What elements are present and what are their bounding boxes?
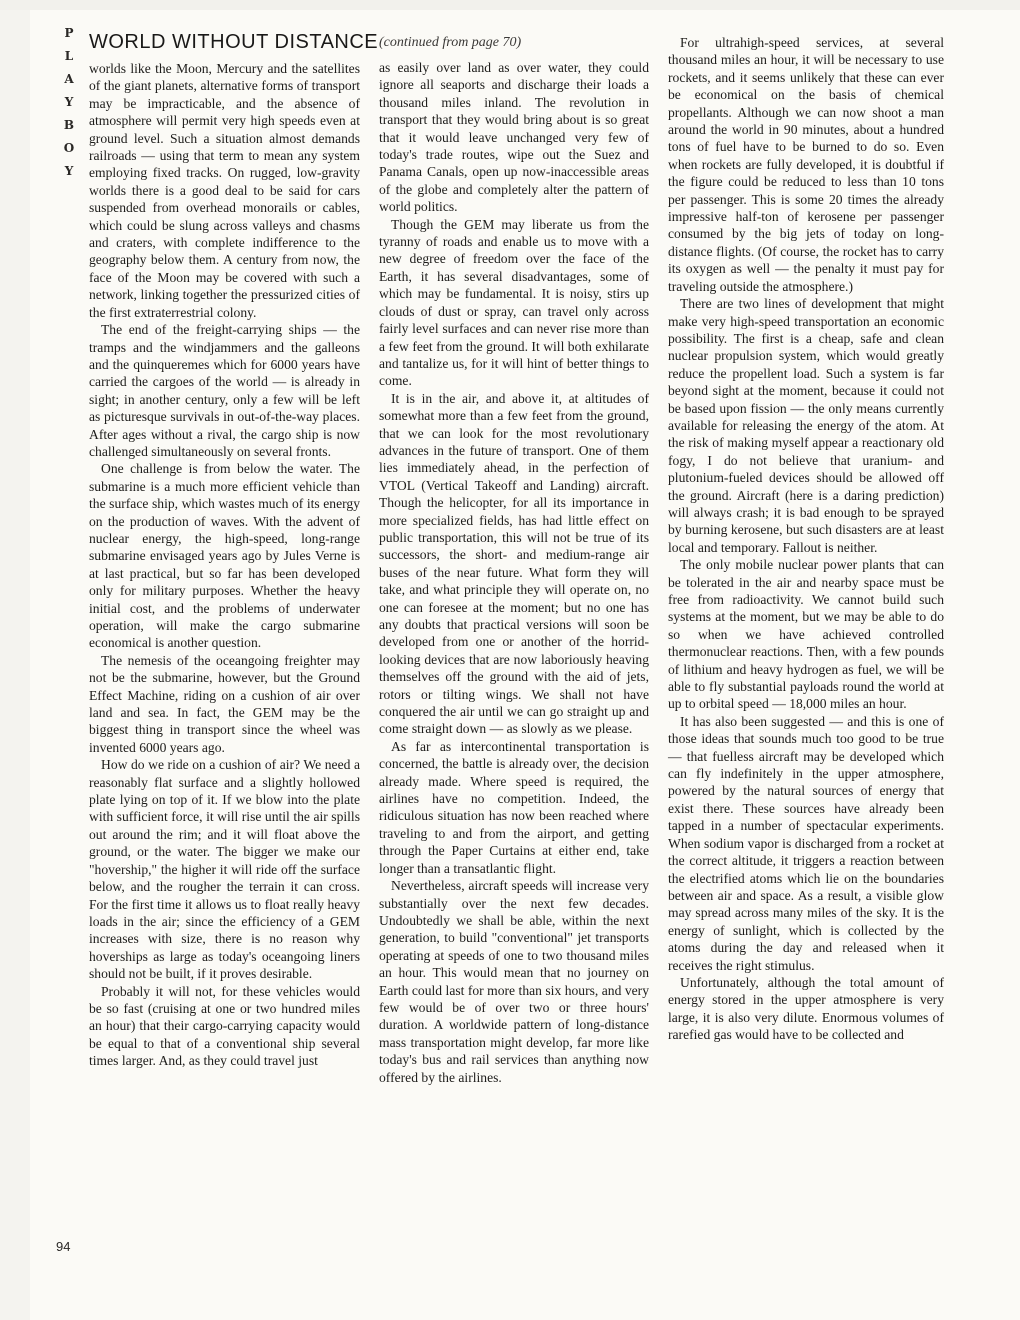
- paragraph: Nevertheless, aircraft speeds will increase very substantially over the next few decades. Undoubtedly we shall be able, within the next generation, to build "conventional" jet transports operating at speeds of one to two thousand miles an hour. This would mean that no journey on Earth could last for more than six hours, and very few would be of over two or three hours' duration. A worldwide pattern of long-distance mass transportation might develop, far more like today's bus and rail services than anything now offered by the airlines.: [379, 878, 649, 1085]
- paragraph: worlds like the Moon, Mercury and the satellites of the giant planets, alternative forms of transport may be impracticable, and the absence of atmosphere will permit very high speeds even at ground level. Such a situation almost demands railroads — using that term to mean any system employing fixed tracks. On rugged, low-gravity worlds there is a good deal to be said for cars suspended from overhead monorails or cables, which could be slung across valleys and chasms and craters, with complete indifference to the geography below them. A century from now, the face of the Moon may be covered with such a network, linking together the pressurized cities of the first extraterrestrial colony.: [89, 61, 360, 320]
- magazine-letter: P: [64, 26, 74, 40]
- paragraph: as easily over land as over water, they could ignore all seaports and discharge their loads a thousand miles inland. The revolution in transport that they would bring about is so great that it would leave unchanged very few of today's trade routes, wipe out the Suez and Panama Canals, open up now-inaccessible areas of the globe and completely alter the pattern of world politics.: [379, 60, 649, 215]
- paragraph: It has also been suggested — and this is one of those ideas that sounds much too good to be true — that fuelless aircraft may be developed which can fly indefinitely in the upper atmosphere, powered by the natural sources of energy that exist there. These sources have already been tapped in a number of spectacular experiments. When sodium vapor is discharged from a rocket at the correct altitude, it triggers a reaction between the electrified atoms which lie on the boundaries between air and space. As a result, a visible glow may spread across many miles of the sky. It is the energy of sunlight, which is collected by the atoms during the day and released when it receives the right stimulus.: [668, 713, 944, 973]
- page-number: 94: [56, 1239, 71, 1254]
- text-column-1: [89, 60, 360, 1070]
- article-title: WORLD WITHOUT DISTANCE: [89, 31, 379, 53]
- page-top-edge: [0, 0, 1020, 10]
- paragraph: There are two lines of development that might make very high-speed transportation an economic possibility. The first is a cheap, safe and clean nuclear propulsion system, which would greatly reduce the propellent load. Such a system is far beyond sight at the moment, because it could not be based upon fission — the only means currently available for releasing the energy of the atom. At the risk of making myself appear a reactionary old fogy, I do not believe that uranium- and plutonium-fueled devices should be allowed off the ground. Aircraft (here is a daring prediction) will always crash; it is bad enough to be sprayed by burning kerosene, but such disasters are at least local and temporary. Fallout is neither.: [668, 296, 944, 555]
- paragraph: Probably it will not, for these vehicles would be so fast (cruising at one or two hundred miles an hour) that their cargo-carrying capacity would be equal to that of a conventional ship several times larger. And, as they could travel just: [89, 983, 360, 1069]
- paragraph: One challenge is from below the water. The submarine is a much more efficient vehicle than the surface ship, which wastes much of its energy on the production of waves. With the advent of nuclear energy, the high-speed, long-range submarine envisaged years ago by Jules Verne is at last practical, but so far has been developed only for military purposes. Whether the heavy initial cost, and the problems of underwater operation, will make the cargo submarine economical is another question.: [89, 461, 360, 651]
- paragraph: Unfortunately, although the total amount of energy stored in the upper atmosphere is very large, it is also very dilute. Enormous volumes of rarefied gas would have to be collected and: [668, 974, 944, 1043]
- paragraph: It is in the air, and above it, at altitudes of somewhat more than a few feet from the ground, that we can look for the most revolutionary advances in the future of transport. One of them lies immediately ahead, in the perfection of VTOL (Vertical Takeoff and Landing) aircraft. Though the helicopter, for all its importance in more specialized fields, has had little effect on public transportation, this will not be true of its successors, the short- and medium-range air buses of the near future. What form they will take, and what principle they will operate on, no one can foresee at the moment; but no one has any doubts that practical versions will soon be developed from one or another of the horrid-looking devices that are now laboriously heaving themselves off the ground with the aid of jets, rotors or tilting wings. We shall not have conquered the air until we can go straight up and come straight down — as slowly as we please.: [379, 390, 649, 737]
- magazine-letter: O: [63, 141, 75, 155]
- paragraph: The end of the freight-carrying ships — the tramps and the windjammers and the galleons and the quinqueremes which for 6000 years have carried the cargoes of the world — is already in sight; in another century, only a few will be left as picturesque survivals in out-of-the-way places. After ages without a rival, the cargo ship is now challenged simultaneously on several fronts.: [89, 322, 360, 459]
- paragraph: Though the GEM may liberate us from the tyranny of roads and enable us to move with a new degree of freedom over the face of the Earth, it has several disadvantages, some of which may be fundamental. It is noisy, stirs up clouds of dust or spray, can travel only across fairly level surfaces and can never rise more than a few feet from the ground. It will both exhilarate and tantalize us, for it will hint of better things to come.: [379, 216, 649, 389]
- page-gutter: [0, 0, 30, 1320]
- magazine-name-vertical: [58, 22, 80, 178]
- magazine-letter: Y: [64, 95, 74, 109]
- paragraph: For ultrahigh-speed services, at several thousand miles an hour, it will be necessary to use rockets, and it seems unlikely that these can ever be economical on the basis of chemical propellants. Although we can now shoot a man around the world in 90 minutes, about a hundred tons of fuel have to be burned to do so. Even when rockets are fully developed, it is doubtful if the figure could be reduced to less than 10 tons per passenger. This is some 20 times the already impressive half-ton of kerosene per passenger consumed by the big jets of today on long-distance flights. (Of course, the rocket has to carry its oxygen as well — the penalty it must pay for traveling outside the atmosphere.): [668, 35, 944, 294]
- magazine-letter: L: [64, 49, 74, 63]
- magazine-letter: B: [63, 118, 75, 132]
- text-column-3: [668, 34, 944, 1044]
- continued-from-note: (continued from page 70): [379, 35, 522, 50]
- paragraph: How do we ride on a cushion of air? We need a reasonably flat surface and a slightly hollowed plate lying on top of it. If we blow into the plate with sufficient force, it will rise until the air spills out around the rim; and it will float above the ground, or the water. The bigger we make our "hovership," the higher it will ride off the surface below, and the rougher the terrain it can cross. For the first time it allows us to float really heavy loads in the air; since the efficiency of a GEM increases with size, there is no reason why hoverships as large as today's oceangoing liners should not be built, if it proves desirable.: [89, 757, 360, 982]
- paragraph: The nemesis of the oceangoing freighter may not be the submarine, however, but the Ground Effect Machine, riding on a cushion of air over land and sea. In fact, the GEM may be the biggest thing in transport since the wheel was invented 6000 years ago.: [89, 652, 360, 755]
- paragraph: As far as intercontinental transportation is concerned, the battle is already over, the decision already made. Where speed is required, the airlines have no competition. Indeed, the ridiculous situation has now been reached where traveling to and from the airport, and getting through the Paper Curtains at either end, take longer than a transatlantic flight.: [379, 738, 649, 876]
- magazine-letter: Y: [64, 164, 74, 178]
- paragraph: The only mobile nuclear power plants that can be tolerated in the air and nearby space must be free from radioactivity. We cannot build such systems at the moment, but we may be able to do so when we have achieved controlled thermonuclear reactions. Then, with a few pounds of lithium and heavy hydrogen as fuel, we will be able to fly substantial payloads round the world at up to orbital speed — 18,000 miles an hour.: [668, 557, 944, 712]
- magazine-letter: A: [64, 72, 74, 86]
- text-column-2: [379, 59, 649, 1086]
